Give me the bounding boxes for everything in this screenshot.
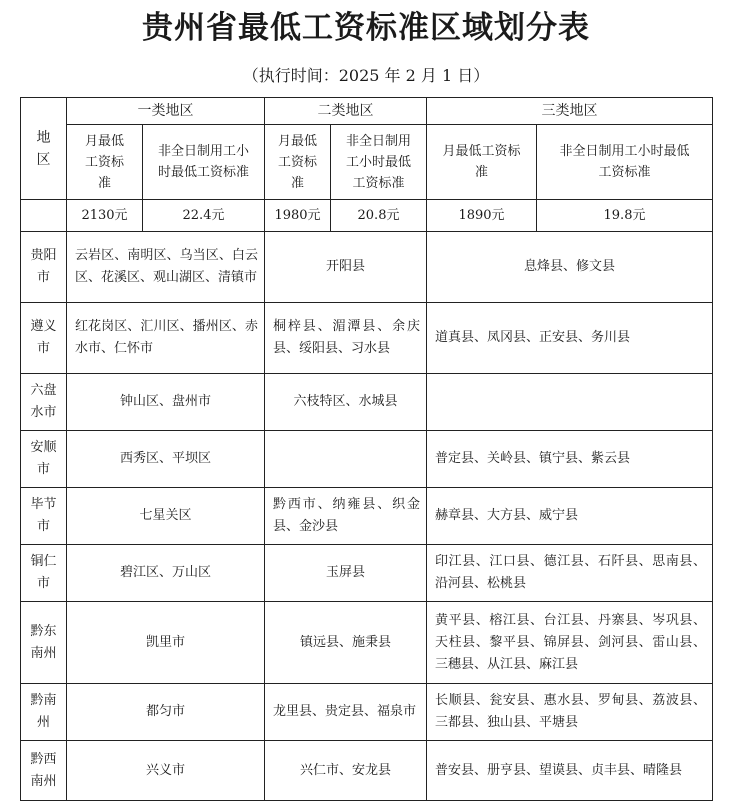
cat3-areas: 黄平县、榕江县、台江县、丹寨县、岑巩县、天柱县、黎平县、锦屏县、剑河县、雷山县、三穗县、从江县、麻江县 <box>427 602 713 684</box>
cat2-areas: 六枝特区、水城县 <box>265 374 427 431</box>
cat1-areas: 云岩区、南明区、乌当区、白云区、花溪区、观山湖区、清镇市 <box>67 232 265 303</box>
cat2-hourly-wage: 20.8元 <box>331 200 427 232</box>
wage-table <box>20 97 713 801</box>
table-row <box>21 232 713 303</box>
cat3-areas: 道真县、凤冈县、正安县、务川县 <box>427 303 713 374</box>
page-title: 贵州省最低工资标准区域划分表 <box>142 10 590 46</box>
cat3-hourly-wage: 19.8元 <box>537 200 713 232</box>
region-cell: 黔南州 <box>21 684 67 741</box>
cat1-hourly-wage: 22.4元 <box>143 200 265 232</box>
region-cell: 遵义市 <box>21 303 67 374</box>
cat2-monthly-label: 月最低工资标准 <box>265 125 331 200</box>
cat3-areas: 长顺县、瓮安县、惠水县、罗甸县、荔波县、三都县、独山县、平塘县 <box>427 684 713 741</box>
cat1-areas: 碧江区、万山区 <box>67 545 265 602</box>
region-cell: 毕节市 <box>21 488 67 545</box>
region-cell: 贵阳市 <box>21 232 67 303</box>
category-1-header: 一类地区 <box>67 98 265 125</box>
cat1-areas: 西秀区、平坝区 <box>67 431 265 488</box>
effective-date: （执行时间：2025 年 2 月 1 日） <box>242 66 490 85</box>
table-row <box>21 741 713 801</box>
cat3-areas: 普定县、关岭县、镇宁县、紫云县 <box>427 431 713 488</box>
cat1-areas: 钟山区、盘州市 <box>67 374 265 431</box>
table-row <box>21 303 713 374</box>
table-row <box>21 602 713 684</box>
cat2-areas: 开阳县 <box>265 232 427 303</box>
cat2-areas: 镇远县、施秉县 <box>265 602 427 684</box>
cat2-areas: 玉屏县 <box>265 545 427 602</box>
cat3-areas: 息烽县、修文县 <box>427 232 713 303</box>
cat2-hourly-label: 非全日制用工小时最低工资标准 <box>331 125 427 200</box>
cat2-areas: 龙里县、贵定县、福泉市 <box>265 684 427 741</box>
table-row <box>21 431 713 488</box>
cat2-areas: 桐梓县、湄潭县、余庆县、绥阳县、习水县 <box>265 303 427 374</box>
table-row <box>21 488 713 545</box>
cat1-hourly-label: 非全日制用工小时最低工资标准 <box>143 125 265 200</box>
cat3-monthly-label: 月最低工资标准 <box>427 125 537 200</box>
cat3-areas: 赫章县、大方县、威宁县 <box>427 488 713 545</box>
cat1-monthly-wage: 2130元 <box>67 200 143 232</box>
region-cell: 六盘水市 <box>21 374 67 431</box>
cat3-areas <box>427 374 713 431</box>
cat2-areas: 黔西市、纳雍县、织金县、金沙县 <box>265 488 427 545</box>
category-2-header: 二类地区 <box>265 98 427 125</box>
cat3-monthly-wage: 1890元 <box>427 200 537 232</box>
cat1-monthly-label: 月最低工资标准 <box>67 125 143 200</box>
cat2-monthly-wage: 1980元 <box>265 200 331 232</box>
region-cell: 黔东南州 <box>21 602 67 684</box>
table-row <box>21 684 713 741</box>
table-row <box>21 374 713 431</box>
cat1-areas: 七星关区 <box>67 488 265 545</box>
cat3-areas: 普安县、册亨县、望谟县、贞丰县、晴隆县 <box>427 741 713 801</box>
category-3-header: 三类地区 <box>427 98 713 125</box>
cat2-areas <box>265 431 427 488</box>
region-cell: 黔西南州 <box>21 741 67 801</box>
area-header: 地区 <box>21 98 67 200</box>
region-cell: 铜仁市 <box>21 545 67 602</box>
spacer-cell <box>21 200 67 232</box>
cat1-areas: 兴义市 <box>67 741 265 801</box>
cat1-areas: 红花岗区、汇川区、播州区、赤水市、仁怀市 <box>67 303 265 374</box>
table-row <box>21 545 713 602</box>
cat1-areas: 凯里市 <box>67 602 265 684</box>
cat3-hourly-label: 非全日制用工小时最低工资标准 <box>537 125 713 200</box>
region-cell: 安顺市 <box>21 431 67 488</box>
cat3-areas: 印江县、江口县、德江县、石阡县、思南县、沿河县、松桃县 <box>427 545 713 602</box>
cat1-areas: 都匀市 <box>67 684 265 741</box>
cat2-areas: 兴仁市、安龙县 <box>265 741 427 801</box>
